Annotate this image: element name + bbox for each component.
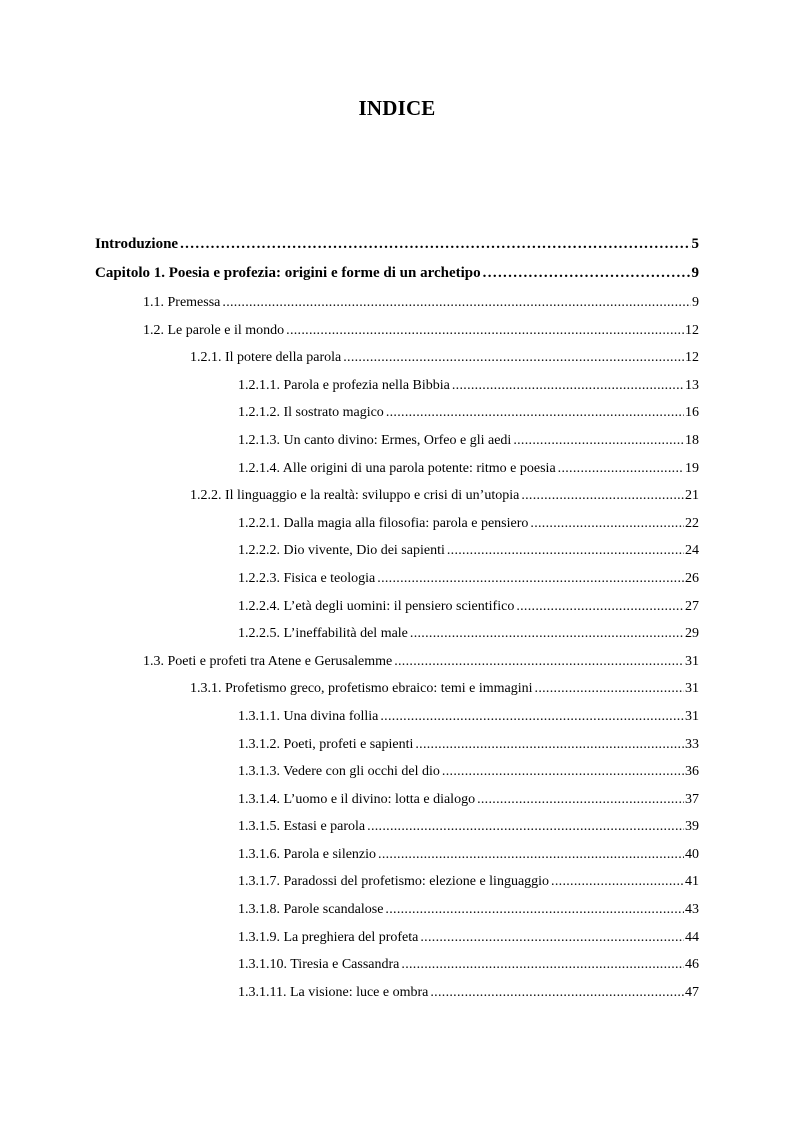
toc-entry[interactable] [95,482,699,510]
toc-entry-label: 1.2.1.3. Un canto divino: Ermes, Orfeo e gli aedi [238,432,512,448]
toc-entry-label: 1.3.1.2. Poeti, profeti e sapienti [238,736,414,752]
toc-entry-page-number: 46 [685,957,699,973]
toc-entry[interactable] [95,593,699,621]
toc-entry-page-number: 13 [685,377,699,393]
toc-entry[interactable] [95,510,699,538]
toc-entry[interactable] [95,620,699,648]
dot-leader [551,868,684,896]
toc-entry-page-number: 31 [685,653,699,669]
toc-entry[interactable] [95,399,699,427]
dot-leader [386,399,684,427]
toc-entry-label: 1.3.1.1. Una divina follia [238,708,379,724]
toc-entry[interactable] [95,230,699,258]
toc-entry-label: 1.3.1. Profetismo greco, profetismo ebraico: temi e immagini [190,681,533,697]
toc-entry-label: Capitolo 1. Poesia e profezia: origini e forme di un archetipo [95,265,481,281]
dot-leader [385,896,684,924]
toc-entry[interactable] [95,537,699,565]
toc-entry-page-number: 31 [685,681,699,697]
toc-entry-page-number: 31 [685,708,699,724]
toc-entry[interactable] [95,648,699,676]
toc-entry-page-number: 40 [685,846,699,862]
dot-leader [516,593,684,621]
toc-entry-page-number: 5 [691,236,699,252]
toc-entry[interactable] [95,565,699,593]
toc-entry[interactable] [95,344,699,372]
toc-entry[interactable] [95,731,699,759]
dot-leader [558,455,684,483]
toc-entry[interactable] [95,868,699,896]
toc-entry[interactable] [95,951,699,979]
toc-entry-label: 1.2.2.1. Dalla magia alla filosofia: parola e pensiero [238,515,529,531]
toc-entry-page-number: 33 [685,736,699,752]
dot-leader [401,951,684,979]
toc-entry-page-number: 26 [685,570,699,586]
toc-entry-page-number: 12 [685,322,699,338]
toc-entry-label: 1.3.1.10. Tiresia e Cassandra [238,957,400,973]
toc-entry[interactable] [95,896,699,924]
dot-leader [483,258,691,289]
toc-entry-label: 1.3. Poeti e profeti tra Atene e Gerusalemme [143,653,393,669]
toc-entry-label: 1.2.2.3. Fisica e teologia [238,570,376,586]
toc-entry-label: 1.3.1.6. Parola e silenzio [238,846,377,862]
toc-entry-page-number: 19 [685,460,699,476]
toc-entry-label: 1.2. Le parole e il mondo [143,322,285,338]
toc-entry-page-number: 37 [685,791,699,807]
toc-entry[interactable] [95,455,699,483]
toc-entry-label: 1.2.2.4. L’età degli uomini: il pensiero scientifico [238,598,515,614]
toc-entry-label: 1.2.2.5. L’ineffabilità del male [238,626,408,642]
toc-entry-page-number: 36 [685,764,699,780]
dot-leader [394,648,684,676]
toc-entry-label: 1.1. Premessa [143,295,221,310]
toc-entry-page-number: 29 [685,626,699,642]
toc-entry-label: 1.2.1.4. Alle origini di una parola potente: ritmo e poesia [238,460,556,476]
toc-entry-page-number: 9 [692,295,699,310]
toc-entry[interactable] [95,786,699,814]
page-title: INDICE [358,96,436,120]
toc-entry[interactable] [95,924,699,952]
toc-entry-label: 1.3.1.4. L’uomo e il divino: lotta e dialogo [238,791,476,807]
toc-entry-label: 1.2.2.2. Dio vivente, Dio dei sapienti [238,543,445,559]
toc-entry-label: 1.3.1.7. Paradossi del profetismo: elezione e linguaggio [238,874,550,890]
toc-entry[interactable] [95,258,699,289]
toc-entry-label: 1.2.1. Il potere della parola [190,350,342,366]
toc-entry[interactable] [95,289,699,317]
toc-entry-page-number: 41 [685,874,699,890]
dot-leader [367,813,684,841]
toc-entry[interactable] [95,675,699,703]
toc-entry-label: 1.3.1.11. La visione: luce e ombra [238,984,429,1000]
dot-leader [430,979,684,1007]
dot-leader [513,427,684,455]
toc-entry-page-number: 21 [685,488,699,504]
toc-entry-page-number: 18 [685,432,699,448]
dot-leader [180,230,690,258]
dot-leader [442,758,684,786]
toc-entry-label: 1.2.1.2. Il sostrato magico [238,405,384,421]
toc-entry-page-number: 22 [685,515,699,531]
toc-entry[interactable] [95,758,699,786]
dot-leader [380,703,684,731]
toc-entry[interactable] [95,372,699,400]
toc-entry[interactable] [95,979,699,1007]
toc-entry[interactable] [95,813,699,841]
toc-entry-page-number: 16 [685,405,699,421]
toc-entry[interactable] [95,703,699,731]
dot-leader [420,924,684,952]
dot-leader [530,510,684,538]
dot-leader [452,372,684,400]
dot-leader [447,537,684,565]
toc-entry-page-number: 12 [685,350,699,366]
dot-leader [222,289,691,317]
toc-entry-page-number: 44 [685,929,699,945]
toc-entry-page-number: 24 [685,543,699,559]
toc-entry[interactable] [95,427,699,455]
toc-entry-label: 1.2.1.1. Parola e profezia nella Bibbia [238,377,450,393]
toc-entry-label: Introduzione [95,236,179,252]
dot-leader [415,731,684,759]
toc-entry-label: 1.3.1.5. Estasi e parola [238,819,366,835]
dot-leader [521,482,684,510]
dot-leader [343,344,684,372]
dot-leader [535,675,684,703]
toc-entry[interactable] [95,317,699,345]
toc-entry-page-number: 27 [685,598,699,614]
dot-leader [477,786,684,814]
toc-entry-label: 1.3.1.8. Parole scandalose [238,902,384,918]
toc-entry[interactable] [95,841,699,869]
table-of-contents [95,230,699,1006]
dot-leader [286,317,684,345]
toc-entry-page-number: 9 [691,265,699,281]
dot-leader [378,841,684,869]
toc-entry-page-number: 47 [685,984,699,1000]
toc-entry-page-number: 39 [685,819,699,835]
toc-entry-label: 1.3.1.9. La preghiera del profeta [238,929,419,945]
dot-leader [410,620,684,648]
toc-entry-label: 1.2.2. Il linguaggio e la realtà: sviluppo e crisi di un’utopia [190,488,520,504]
dot-leader [377,565,684,593]
toc-entry-label: 1.3.1.3. Vedere con gli occhi del dio [238,764,440,780]
toc-entry-page-number: 43 [685,902,699,918]
